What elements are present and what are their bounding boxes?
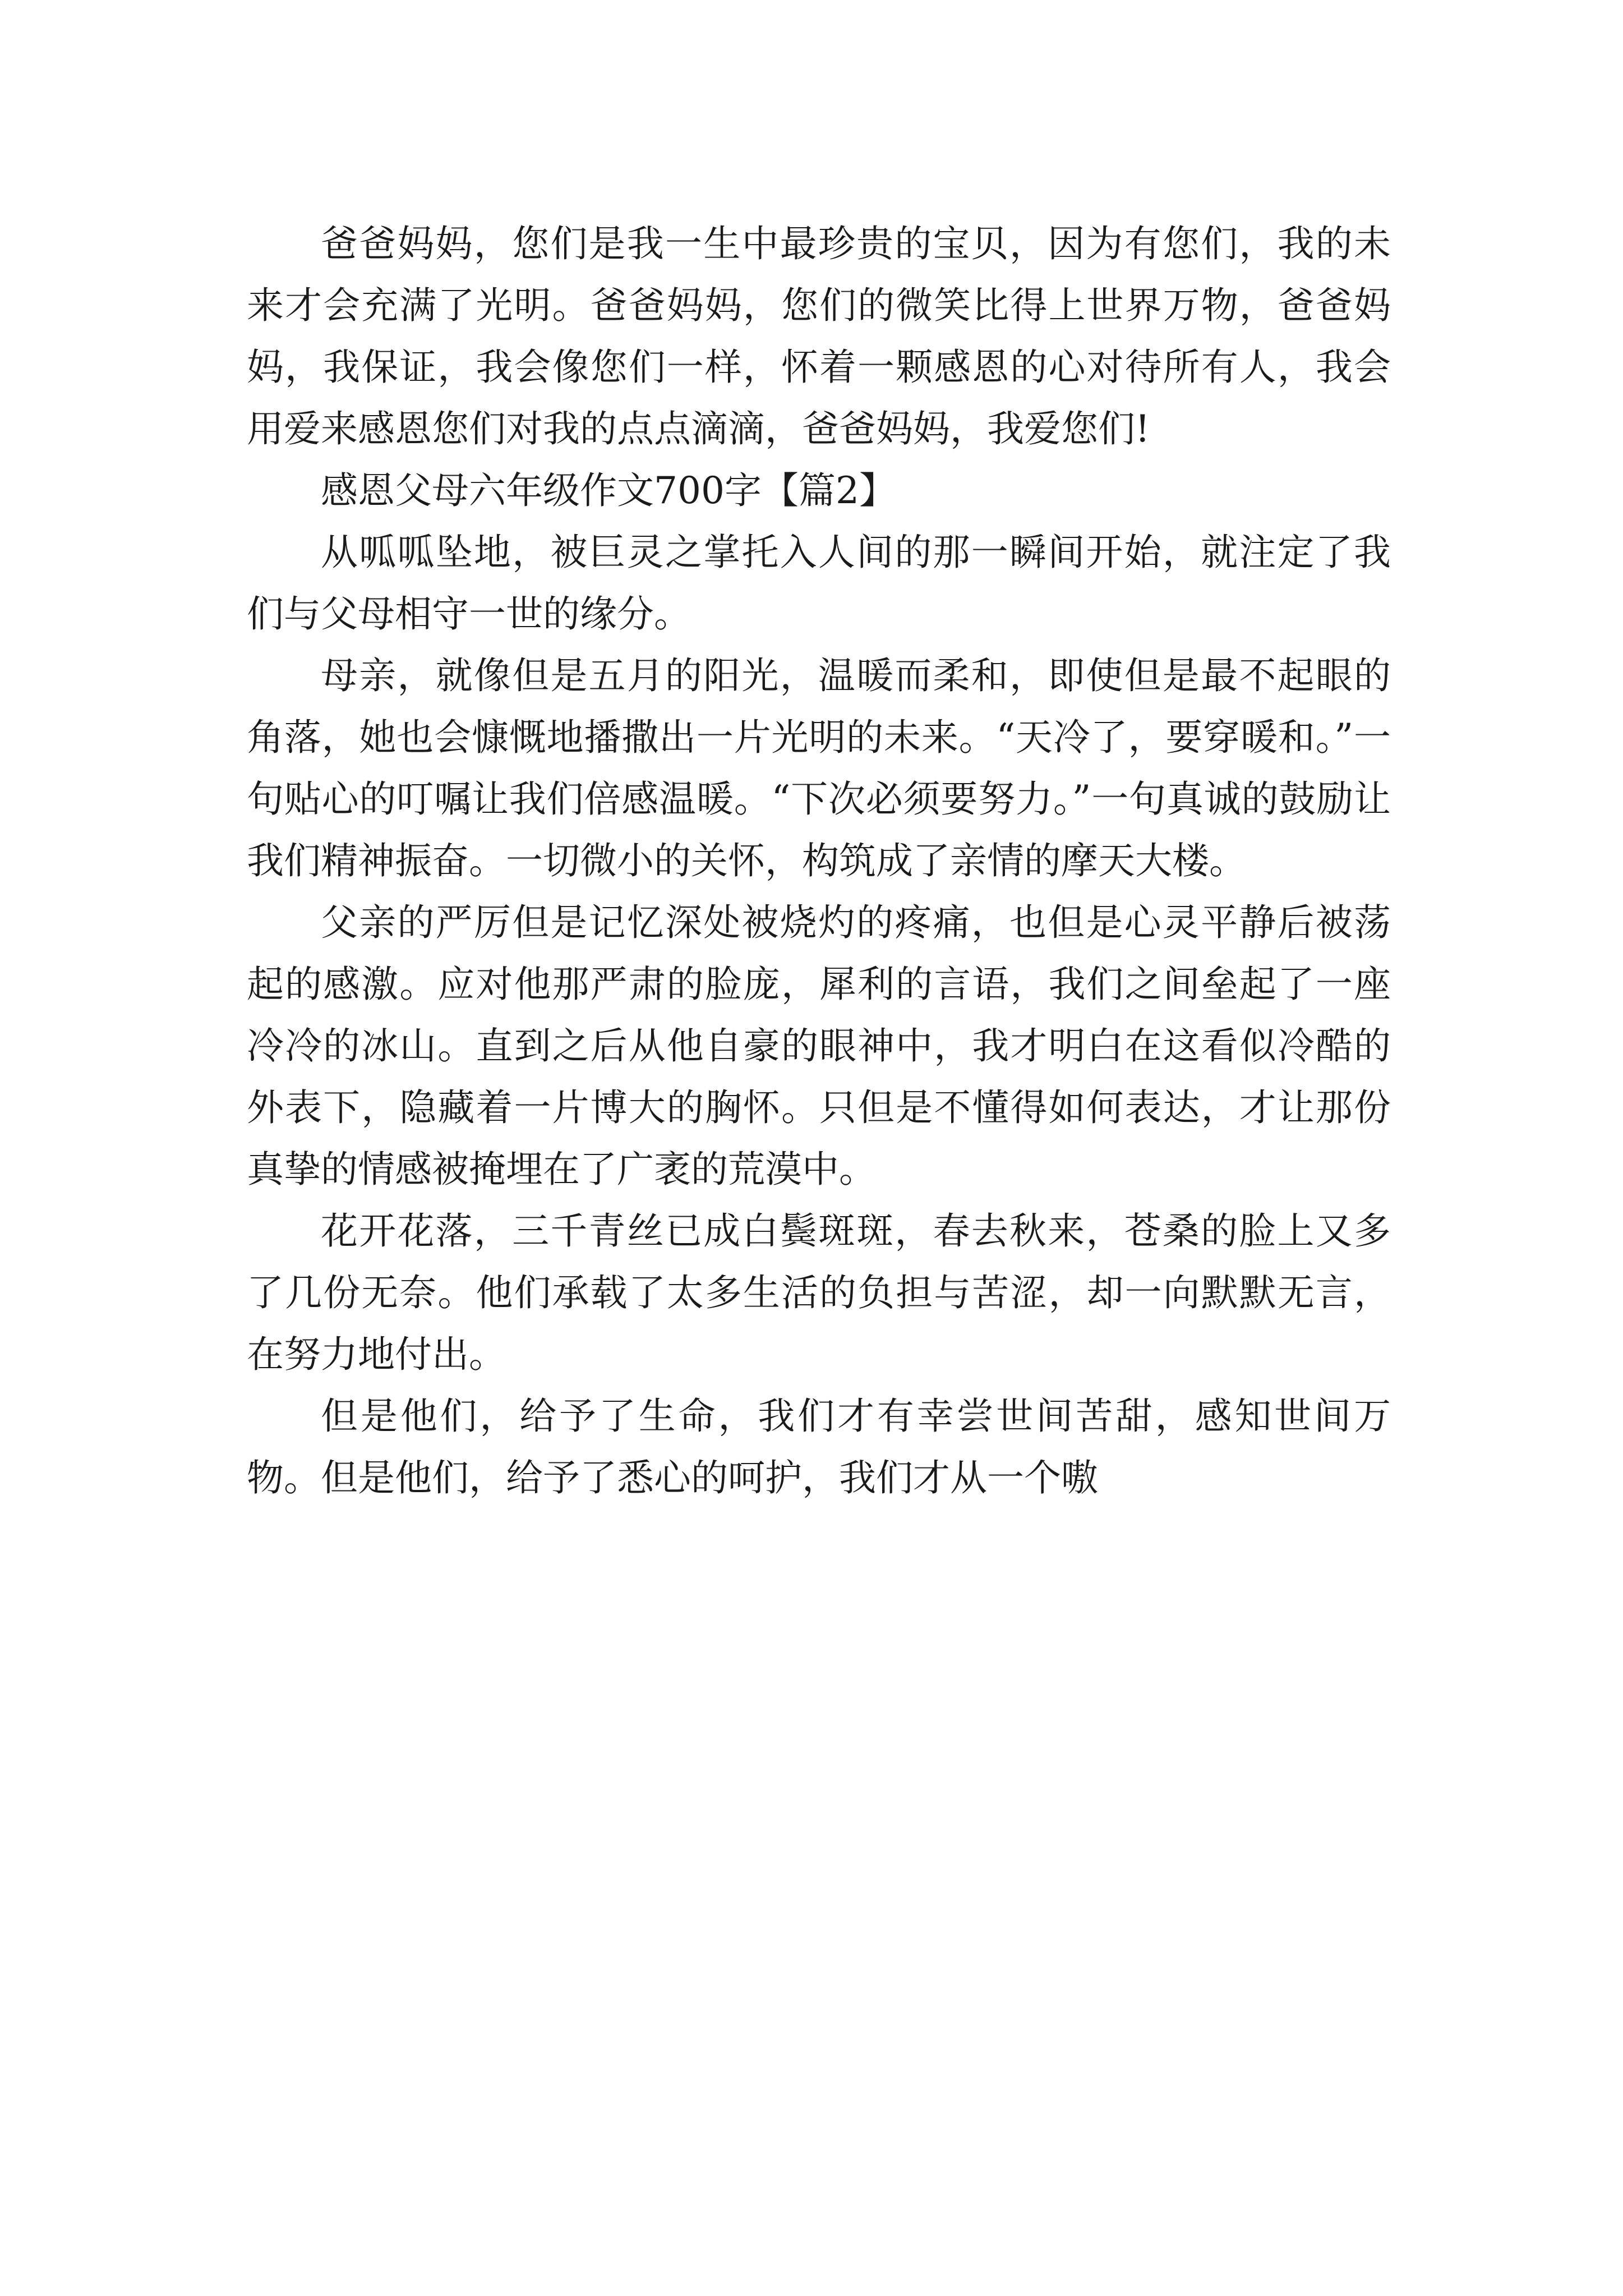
section-heading: 感恩父母六年级作文700字【篇2】 — [321, 469, 896, 512]
paragraph-1: 爸爸妈妈，您们是我一生中最珍贵的宝贝，因为有您们，我的未来才会充满了光明。爸爸妈妈，您们的微笑比得上世界万物，爸爸妈妈，我保证，我会像您们一样，怀着一颗感恩的心对待所有人，我会用爱来感恩您们对我的点点滴滴，爸爸妈妈，我爱您们! — [247, 222, 1391, 450]
paragraph-4: 父亲的严厉但是记忆深处被烧灼的疼痛，也但是心灵平静后被荡起的感激。应对他那严肃的脸庞，犀利的言语，我们之间垒起了一座冷冷的冰山。直到之后从他自豪的眼神中，我才明白在这看似冷酷的外表下，隐藏着一片博大的胸怀。只但是不懂得如何表达，才让那份真挚的情感被掩埋在了广袤的荒漠中。 — [247, 901, 1391, 1191]
paragraph-5: 花开花落，三千青丝已成白鬓斑斑，春去秋来，苍桑的脸上又多了几份无奈。他们承载了太多生活的负担与苦涩，却一向默默无言，在努力地付出。 — [247, 1209, 1391, 1376]
paragraph-2: 从呱呱坠地，被巨灵之掌托入人间的那一瞬间开始，就注定了我们与父母相守一世的缘分。 — [247, 531, 1391, 636]
document-body — [247, 213, 1391, 1509]
paragraph-6: 但是他们，给予了生命，我们才有幸尝世间苦甜，感知世间万物。但是他们，给予了悉心的呵护，我们才从一个嗷 — [247, 1395, 1391, 1499]
paragraph-3: 母亲，就像但是五月的阳光，温暖而柔和，即使但是最不起眼的角落，她也会慷慨地播撒出一片光明的未来。“天冷了，要穿暖和。”一句贴心的叮嘱让我们倍感温暖。“下次必须要努力。”一句真诚的鼓励让我们精神振奋。一切微小的关怀，构筑成了亲情的摩天大楼。 — [247, 654, 1391, 882]
